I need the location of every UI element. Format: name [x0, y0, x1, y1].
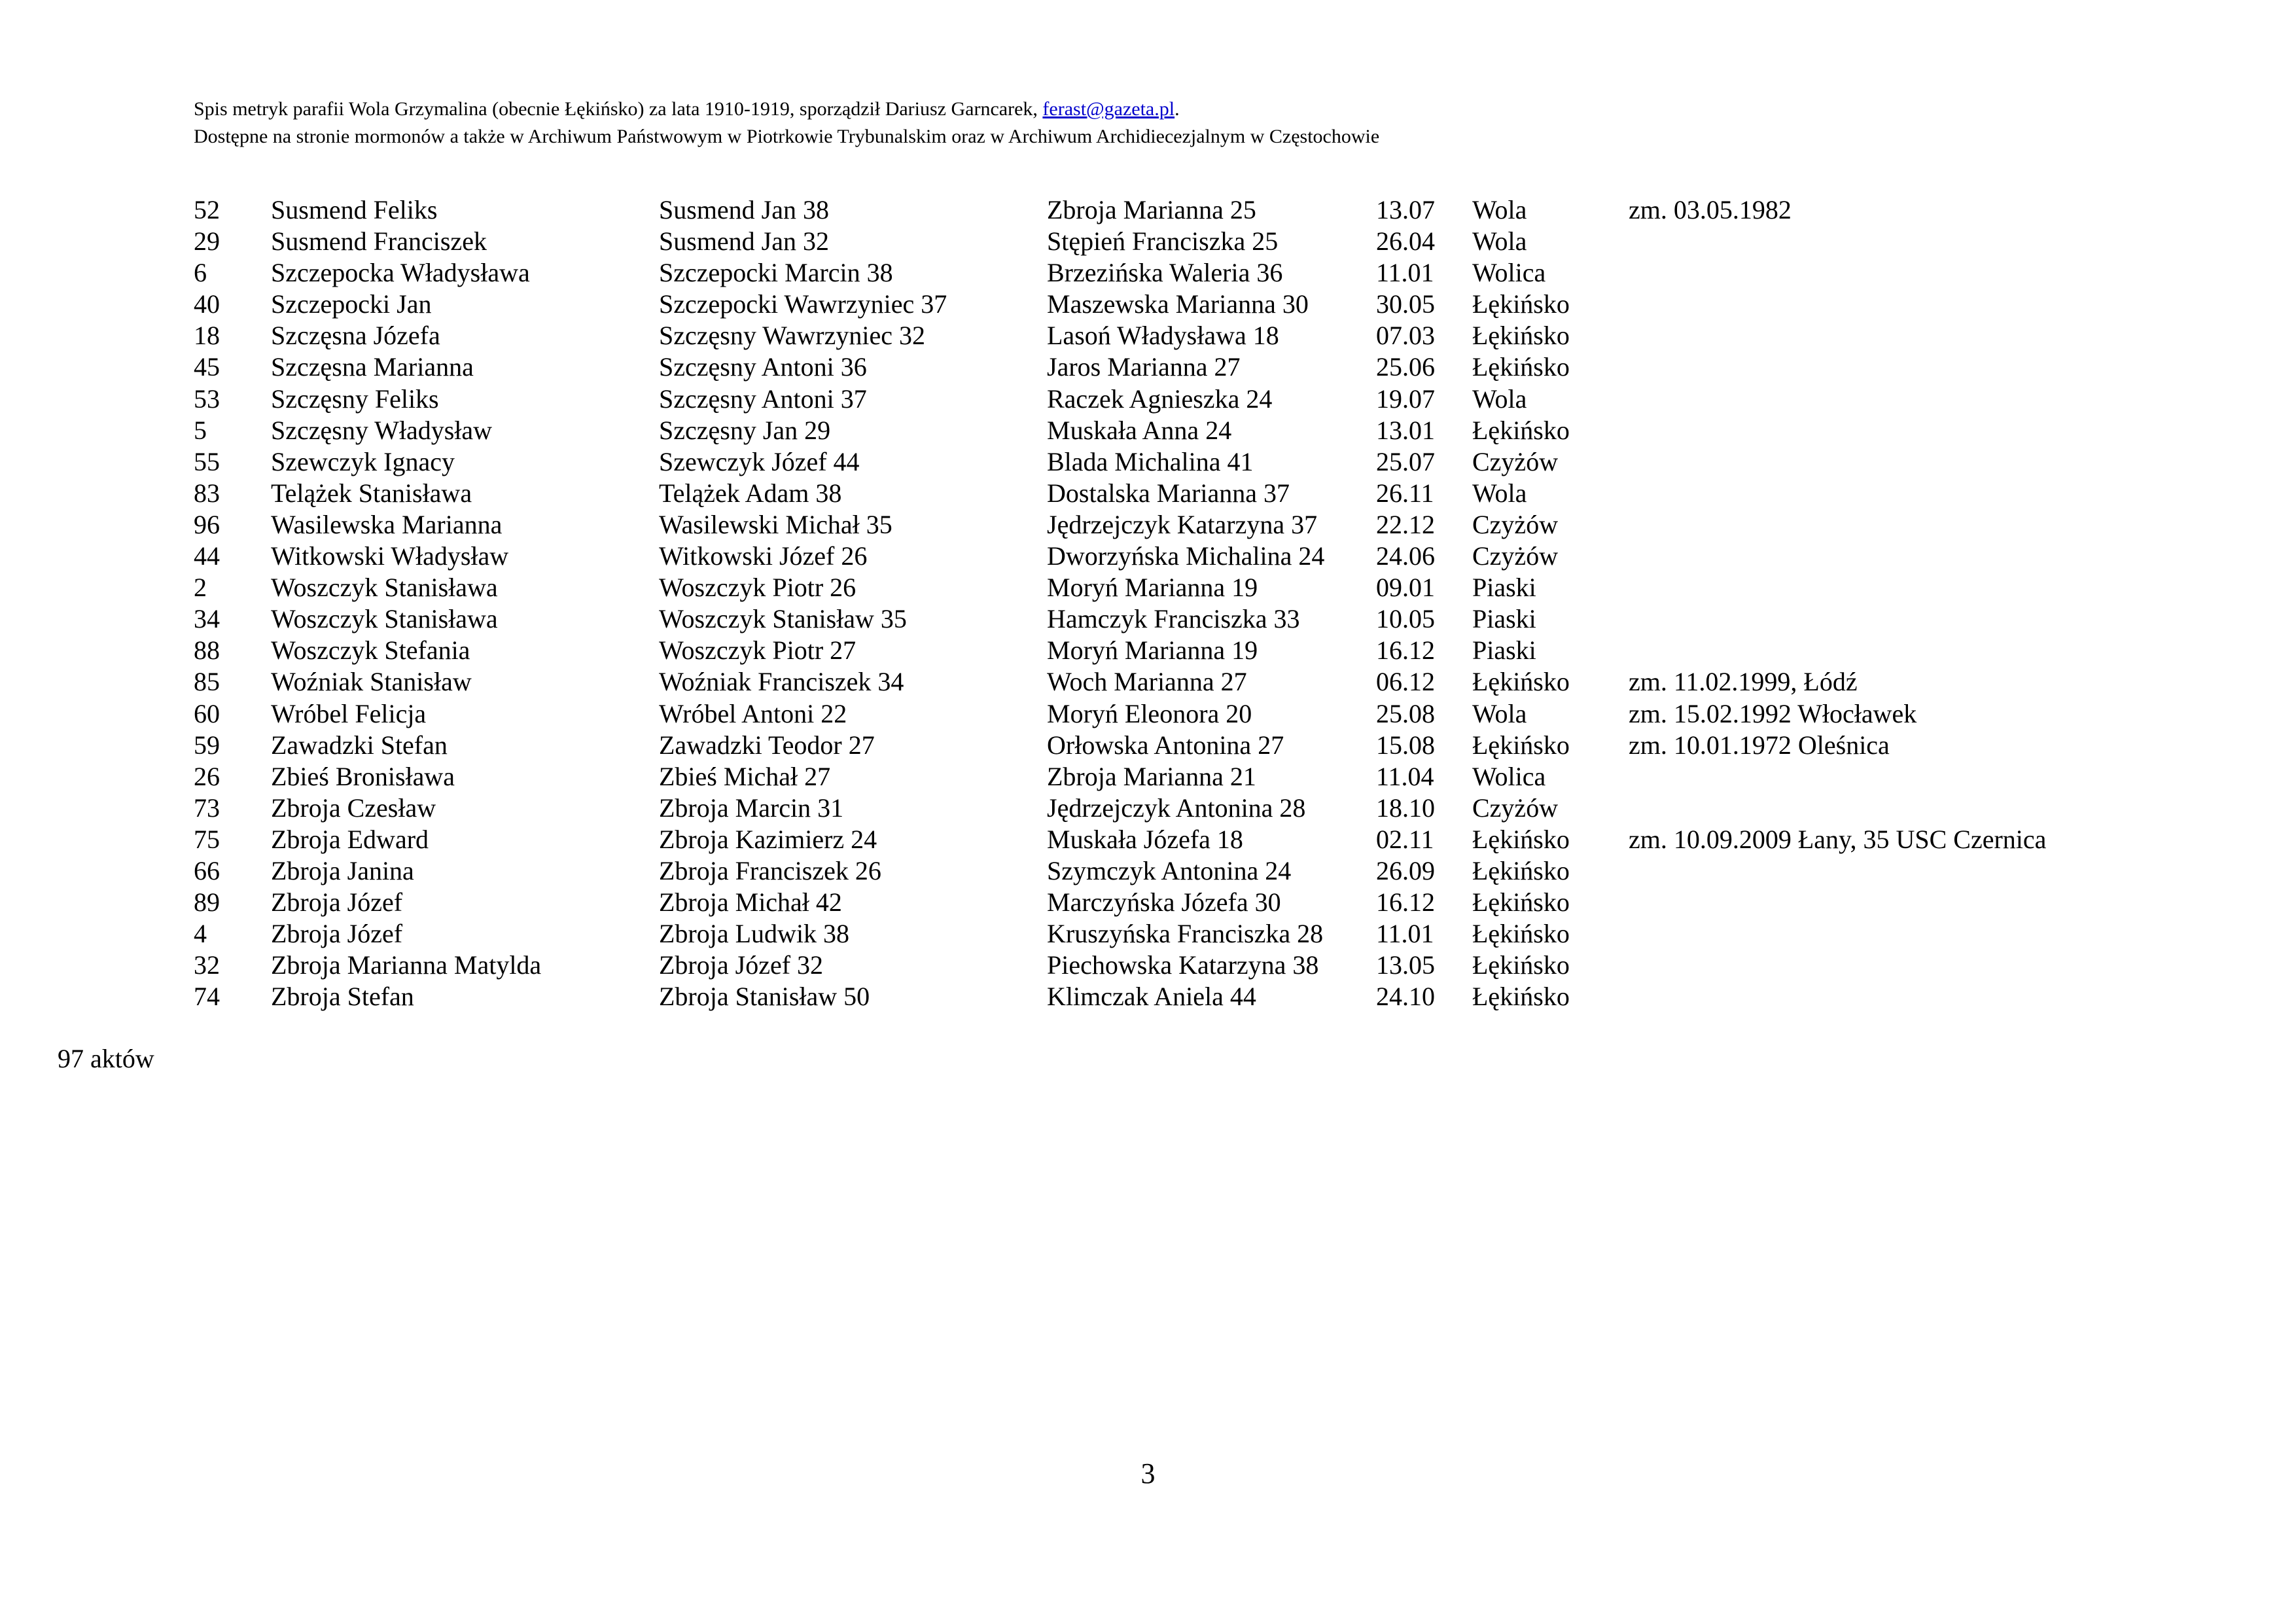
table-row — [194, 603, 2087, 635]
record-note — [1629, 478, 2087, 509]
record-date: 16.12 — [1376, 887, 1435, 918]
child-name: Telążek Stanisława — [271, 478, 472, 508]
mother-name: Muskała Józefa 18 — [1047, 824, 1243, 854]
record-date: 13.01 — [1376, 415, 1435, 445]
table-row — [194, 761, 2087, 793]
record-number: 29 — [194, 226, 220, 257]
record-number: 66 — [194, 855, 220, 885]
record-note — [1629, 793, 2087, 824]
record-date: 19.07 — [1376, 383, 1435, 414]
record-date: 25.08 — [1376, 698, 1435, 728]
child-name: Zbieś Bronisława — [271, 761, 455, 791]
record-number: 59 — [194, 730, 220, 760]
record-place: Łękińsko — [1472, 919, 1570, 949]
record-number: 45 — [194, 352, 220, 382]
record-number: 32 — [194, 950, 220, 980]
record-note — [1629, 981, 2087, 1012]
record-number: 6 — [194, 258, 207, 288]
table-row — [194, 289, 2087, 320]
record-place: Czyżów — [1472, 509, 1559, 539]
record-place: Czyżów — [1472, 446, 1559, 476]
mother-name: Moryń Marianna 19 — [1047, 573, 1258, 603]
record-place: Wola — [1472, 698, 1527, 728]
header-line-2: Dostępne na stronie mormonów a także w Archiwum Państwowym w Piotrkowie Trybunalskim oraz w Archiwum Archidiecezjalnym w Częstochowie — [194, 126, 1380, 147]
mother-name: Woch Marianna 27 — [1047, 667, 1247, 697]
record-place: Łękińsko — [1472, 855, 1570, 885]
record-date: 11.04 — [1376, 761, 1434, 791]
record-date: 13.05 — [1376, 950, 1435, 980]
child-name: Szczepocki Jan — [271, 289, 432, 319]
mother-name: Orłowska Antonina 27 — [1047, 730, 1284, 760]
record-note: zm. 10.01.1972 Oleśnica — [1629, 730, 1890, 760]
father-name: Zbroja Kazimierz 24 — [659, 824, 877, 854]
record-date: 30.05 — [1376, 289, 1435, 319]
record-number: 53 — [194, 383, 220, 414]
record-note — [1629, 635, 2087, 666]
record-place: Łękińsko — [1472, 352, 1570, 382]
father-name: Woszczyk Piotr 27 — [659, 635, 857, 666]
table-row — [194, 793, 2087, 824]
mother-name: Marczyńska Józefa 30 — [1047, 887, 1281, 918]
record-date: 26.11 — [1376, 478, 1434, 508]
record-place: Piaski — [1472, 573, 1536, 603]
table-row — [194, 446, 2087, 478]
child-name: Szczęsny Feliks — [271, 383, 439, 414]
record-date: 07.03 — [1376, 321, 1435, 351]
father-name: Zbroja Ludwik 38 — [659, 919, 850, 949]
mother-name: Dostalska Marianna 37 — [1047, 478, 1290, 508]
mother-name: Piechowska Katarzyna 38 — [1047, 950, 1319, 980]
record-place: Łękińsko — [1472, 415, 1570, 445]
record-place: Wola — [1472, 383, 1527, 414]
table-row — [194, 887, 2087, 918]
child-name: Wasilewska Marianna — [271, 509, 503, 539]
mother-name: Hamczyk Franciszka 33 — [1047, 604, 1300, 634]
table-row — [194, 730, 2087, 761]
child-name: Zbroja Czesław — [271, 793, 436, 823]
child-name: Woźniak Stanisław — [271, 667, 472, 697]
record-date: 26.04 — [1376, 226, 1435, 257]
record-number: 83 — [194, 478, 220, 508]
child-name: Zbroja Józef — [271, 919, 403, 949]
record-place: Łękińsko — [1472, 982, 1570, 1012]
record-note — [1629, 415, 2087, 446]
record-note — [1629, 761, 2087, 793]
table-row — [194, 981, 2087, 1012]
record-date: 25.06 — [1376, 352, 1435, 382]
header-line-1-end: . — [1174, 98, 1180, 120]
record-note — [1629, 887, 2087, 918]
mother-name: Jędrzejczyk Katarzyna 37 — [1047, 509, 1318, 539]
record-note: zm. 15.02.1992 Włocławek — [1629, 698, 1917, 728]
record-place: Wola — [1472, 226, 1527, 257]
father-name: Szczepocki Wawrzyniec 37 — [659, 289, 947, 319]
record-number: 18 — [194, 321, 220, 351]
record-place: Wolica — [1472, 258, 1546, 288]
header-line-1-text: Spis metryk parafii Wola Grzymalina (obecnie Łękińsko) za lata 1910-1919, sporządził Dariusz Garncarek, — [194, 98, 1043, 120]
table-row — [194, 698, 2087, 730]
record-place: Piaski — [1472, 635, 1536, 666]
records-table — [194, 194, 2087, 1012]
table-row — [194, 855, 2087, 887]
mother-name: Blada Michalina 41 — [1047, 446, 1254, 476]
father-name: Wróbel Antoni 22 — [659, 698, 847, 728]
mother-name: Stępień Franciszka 25 — [1047, 226, 1279, 257]
record-note — [1629, 950, 2087, 981]
mother-name: Szymczyk Antonina 24 — [1047, 855, 1292, 885]
page-number: 3 — [1140, 1457, 1156, 1489]
record-place: Wola — [1472, 478, 1527, 508]
record-note — [1629, 226, 2087, 257]
table-row — [194, 635, 2087, 666]
mother-name: Brzezińska Waleria 36 — [1047, 258, 1283, 288]
father-name: Witkowski Józef 26 — [659, 541, 868, 571]
father-name: Szczęsny Antoni 36 — [659, 352, 867, 382]
table-row — [194, 541, 2087, 572]
child-name: Szczęsna Józefa — [271, 321, 440, 351]
record-note — [1629, 446, 2087, 478]
record-note — [1629, 351, 2087, 383]
records-body — [194, 194, 2087, 1012]
mother-name: Jędrzejczyk Antonina 28 — [1047, 793, 1306, 823]
father-name: Telążek Adam 38 — [659, 478, 842, 508]
record-date: 26.09 — [1376, 855, 1435, 885]
record-note — [1629, 383, 2087, 415]
father-name: Woszczyk Piotr 26 — [659, 573, 857, 603]
record-number: 26 — [194, 761, 220, 791]
mother-name: Klimczak Aniela 44 — [1047, 982, 1256, 1012]
father-name: Szczęsny Antoni 37 — [659, 383, 867, 414]
record-place: Łękińsko — [1472, 667, 1570, 697]
child-name: Zbroja Janina — [271, 855, 414, 885]
father-name: Woźniak Franciszek 34 — [659, 667, 904, 697]
record-date: 02.11 — [1376, 824, 1434, 854]
table-row — [194, 257, 2087, 289]
record-number: 73 — [194, 793, 220, 823]
child-name: Szewczyk Ignacy — [271, 446, 455, 476]
record-date: 11.01 — [1376, 919, 1434, 949]
record-date: 25.07 — [1376, 446, 1435, 476]
child-name: Zbroja Józef — [271, 887, 403, 918]
record-number: 89 — [194, 887, 220, 918]
record-place: Łękińsko — [1472, 730, 1570, 760]
table-row — [194, 478, 2087, 509]
father-name: Szewczyk Józef 44 — [659, 446, 860, 476]
father-name: Zbroja Michał 42 — [659, 887, 842, 918]
child-name: Woszczyk Stanisława — [271, 573, 498, 603]
child-name: Zbroja Edward — [271, 824, 429, 854]
record-place: Czyżów — [1472, 541, 1559, 571]
record-number: 75 — [194, 824, 220, 854]
record-note: zm. 10.09.2009 Łany, 35 USC Czernica — [1629, 824, 2047, 854]
mother-name: Lasoń Władysława 18 — [1047, 321, 1279, 351]
child-name: Zbroja Marianna Matylda — [271, 950, 542, 980]
record-number: 52 — [194, 195, 220, 224]
father-name: Zbieś Michał 27 — [659, 761, 831, 791]
table-row — [194, 918, 2087, 950]
mother-name: Zbroja Marianna 21 — [1047, 761, 1256, 791]
table-row — [194, 415, 2087, 446]
record-date: 15.08 — [1376, 730, 1435, 760]
record-date: 13.07 — [1376, 195, 1435, 224]
father-name: Szczęsny Jan 29 — [659, 415, 831, 445]
table-row — [194, 226, 2087, 257]
header-line-1 — [194, 96, 1379, 123]
record-note — [1629, 289, 2087, 320]
father-name: Zawadzki Teodor 27 — [659, 730, 875, 760]
record-number: 96 — [194, 509, 220, 539]
record-date: 10.05 — [1376, 604, 1435, 634]
table-row — [194, 666, 2087, 698]
record-number: 44 — [194, 541, 220, 571]
mother-name: Maszewska Marianna 30 — [1047, 289, 1309, 319]
record-date: 24.06 — [1376, 541, 1435, 571]
record-place: Wolica — [1472, 761, 1546, 791]
record-number: 55 — [194, 446, 220, 476]
father-name: Szczepocki Marcin 38 — [659, 258, 893, 288]
child-name: Zbroja Stefan — [271, 982, 414, 1012]
table-row — [194, 351, 2087, 383]
child-name: Woszczyk Stefania — [271, 635, 470, 666]
record-number: 88 — [194, 635, 220, 666]
table-row — [194, 383, 2087, 415]
mother-name: Kruszyńska Franciszka 28 — [1047, 919, 1324, 949]
record-place: Łękińsko — [1472, 289, 1570, 319]
child-name: Susmend Franciszek — [271, 226, 487, 257]
child-name: Zawadzki Stefan — [271, 730, 448, 760]
record-note — [1629, 572, 2087, 603]
table-row — [194, 194, 2087, 226]
record-date: 09.01 — [1376, 573, 1435, 603]
record-note: zm. 11.02.1999, Łódź — [1629, 667, 1858, 697]
father-name: Szczęsny Wawrzyniec 32 — [659, 321, 925, 351]
mother-name: Dworzyńska Michalina 24 — [1047, 541, 1325, 571]
record-number: 34 — [194, 604, 220, 634]
record-date: 18.10 — [1376, 793, 1435, 823]
record-number: 2 — [194, 573, 207, 603]
father-name: Zbroja Stanisław 50 — [659, 982, 870, 1012]
record-place: Łękińsko — [1472, 321, 1570, 351]
record-number: 40 — [194, 289, 220, 319]
records-summary: 97 aktów — [58, 1044, 154, 1073]
father-name: Woszczyk Stanisław 35 — [659, 604, 907, 634]
father-name: Zbroja Marcin 31 — [659, 793, 844, 823]
mother-name: Moryń Marianna 19 — [1047, 635, 1258, 666]
record-number: 85 — [194, 667, 220, 697]
record-number: 5 — [194, 415, 207, 445]
record-place: Łękińsko — [1472, 950, 1570, 980]
mother-name: Jaros Marianna 27 — [1047, 352, 1241, 382]
child-name: Szczepocka Władysława — [271, 258, 530, 288]
record-note — [1629, 509, 2087, 541]
email-link[interactable]: ferast@gazeta.pl — [1042, 98, 1175, 120]
page-header — [194, 96, 1379, 151]
mother-name: Moryń Eleonora 20 — [1047, 698, 1252, 728]
record-note — [1629, 855, 2087, 887]
table-row — [194, 509, 2087, 541]
record-place: Piaski — [1472, 604, 1536, 634]
table-row — [194, 824, 2087, 855]
record-number: 60 — [194, 698, 220, 728]
record-place: Czyżów — [1472, 793, 1559, 823]
record-date: 06.12 — [1376, 667, 1435, 697]
record-note — [1629, 257, 2087, 289]
record-note — [1629, 320, 2087, 351]
table-row — [194, 950, 2087, 981]
record-note — [1629, 918, 2087, 950]
record-note: zm. 03.05.1982 — [1629, 195, 1792, 224]
table-row — [194, 320, 2087, 351]
record-place: Łękińsko — [1472, 887, 1570, 918]
record-place: Łękińsko — [1472, 824, 1570, 854]
record-note — [1629, 603, 2087, 635]
father-name: Wasilewski Michał 35 — [659, 509, 892, 539]
record-date: 11.01 — [1376, 258, 1434, 288]
father-name: Zbroja Józef 32 — [659, 950, 824, 980]
record-note — [1629, 541, 2087, 572]
father-name: Zbroja Franciszek 26 — [659, 855, 881, 885]
child-name: Woszczyk Stanisława — [271, 604, 498, 634]
record-date: 16.12 — [1376, 635, 1435, 666]
child-name: Szczęsna Marianna — [271, 352, 474, 382]
child-name: Wróbel Felicja — [271, 698, 427, 728]
record-date: 24.10 — [1376, 982, 1435, 1012]
mother-name: Raczek Agnieszka 24 — [1047, 383, 1273, 414]
mother-name: Zbroja Marianna 25 — [1047, 195, 1256, 224]
record-date: 22.12 — [1376, 509, 1435, 539]
table-row — [194, 572, 2087, 603]
record-place: Wola — [1472, 195, 1527, 224]
record-number: 74 — [194, 982, 220, 1012]
father-name: Susmend Jan 38 — [659, 195, 829, 224]
child-name: Susmend Feliks — [271, 195, 438, 224]
mother-name: Muskała Anna 24 — [1047, 415, 1232, 445]
father-name: Susmend Jan 32 — [659, 226, 829, 257]
child-name: Szczęsny Władysław — [271, 415, 493, 445]
record-number: 4 — [194, 919, 207, 949]
child-name: Witkowski Władysław — [271, 541, 509, 571]
